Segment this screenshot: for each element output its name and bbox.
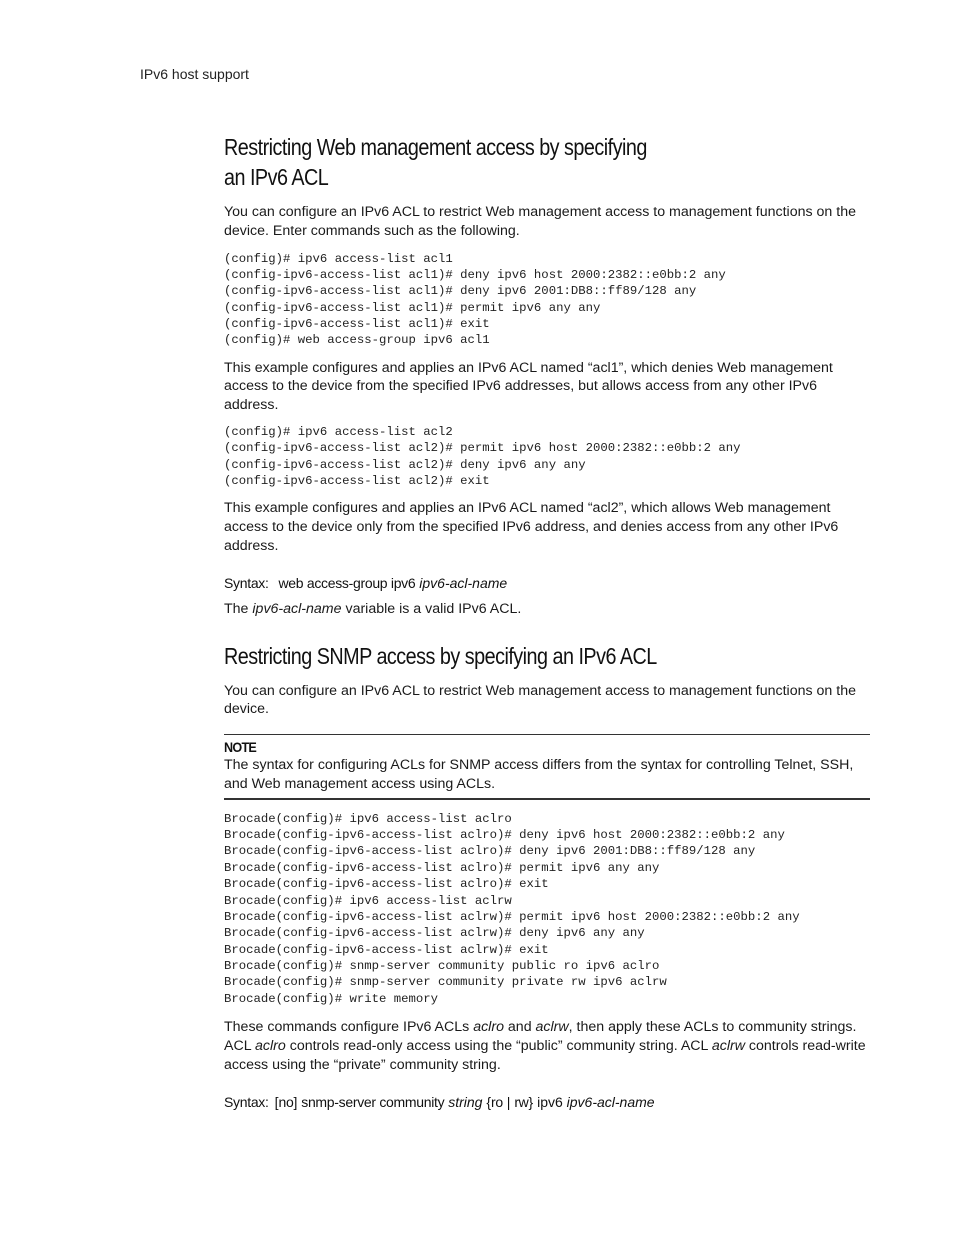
code-line: Brocade(config)# write memory xyxy=(224,991,439,1006)
section-heading-snmp-acl: Restricting SNMP access by specifying an IPv6 ACL xyxy=(224,642,657,669)
syntax-brace: { xyxy=(486,1094,492,1111)
code-block-acl2 xyxy=(224,424,870,489)
variable-desc-name: ipv6-acl-name xyxy=(252,600,342,617)
syntax-command: snmp-server community xyxy=(301,1094,445,1111)
para-text: and xyxy=(503,1018,536,1035)
code-line: Brocade(config-ipv6-access-list aclro)# deny ipv6 host 2000:2382::e0bb:2 any xyxy=(224,828,785,843)
syntax-pipe: | xyxy=(506,1094,511,1111)
code-line: Brocade(config)# snmp-server community private rw ipv6 aclrw xyxy=(224,975,667,990)
acl2-explanation: This example configures and applies an IPv6 ACL named “acl2”, which allows Web management access to the device only from the specified IPv6 address, and denies access from any other IPv6 address. xyxy=(224,500,839,555)
variable-description xyxy=(224,600,870,619)
para-text: controls read-only access using the “public” community string. ACL xyxy=(285,1037,712,1054)
code-line: (config-ipv6-access-list acl2)# deny ipv6 any any xyxy=(224,457,586,472)
variable-desc-prefix: The xyxy=(224,600,249,617)
syntax-label: Syntax: xyxy=(224,1094,269,1111)
syntax-keyword-ipv6: ipv6 xyxy=(537,1094,563,1111)
code-line: (config)# ipv6 access-list acl2 xyxy=(224,425,453,440)
variable-desc-suffix: variable is a valid IPv6 ACL. xyxy=(345,600,522,617)
page-content xyxy=(224,132,870,1111)
code-block-snmp xyxy=(224,811,870,1007)
para-text: These commands configure IPv6 ACLs xyxy=(224,1018,474,1035)
syntax-variable-acl: ipv6-acl-name xyxy=(566,1094,655,1111)
snmp-explanation xyxy=(224,1018,870,1074)
code-line: Brocade(config)# ipv6 access-list aclro xyxy=(224,811,512,826)
code-block-acl1 xyxy=(224,251,870,349)
code-line: Brocade(config-ipv6-access-list aclrw)# exit xyxy=(224,942,549,957)
code-line: Brocade(config-ipv6-access-list aclrw)# deny ipv6 any any xyxy=(224,926,645,941)
syntax-web-access-group xyxy=(224,574,870,592)
code-line: (config-ipv6-access-list acl1)# deny ipv6 2001:DB8::ff89/128 any xyxy=(224,284,697,299)
note-box xyxy=(224,734,870,800)
para-text: , then apply these ACLs to community strings. ACL xyxy=(224,1018,857,1054)
syntax-keyword-ro: ro xyxy=(491,1094,503,1111)
syntax-variable-string: string xyxy=(448,1094,483,1111)
acl-name-aclro: aclro xyxy=(473,1018,504,1035)
para-text: controls read-write access using the “private” community string. xyxy=(224,1037,866,1073)
syntax-keyword-no: no xyxy=(278,1094,294,1111)
note-title: NOTE xyxy=(224,739,257,756)
code-line: (config-ipv6-access-list acl1)# deny ipv6 host 2000:2382::e0bb:2 any xyxy=(224,267,726,282)
syntax-variable: ipv6-acl-name xyxy=(419,574,508,591)
section-heading-web-acl xyxy=(224,132,780,192)
code-line: (config-ipv6-access-list acl2)# exit xyxy=(224,474,490,489)
code-line: Brocade(config-ipv6-access-list aclrw)# permit ipv6 host 2000:2382::e0bb:2 any xyxy=(224,909,800,924)
syntax-bracket: [ xyxy=(274,1094,279,1111)
code-line: (config-ipv6-access-list acl2)# permit ipv6 host 2000:2382::e0bb:2 any xyxy=(224,441,741,456)
syntax-bracket: ] xyxy=(293,1094,298,1111)
syntax-command: web access-group ipv6 xyxy=(278,574,416,591)
code-line: Brocade(config-ipv6-access-list aclro)# deny ipv6 2001:DB8::ff89/128 any xyxy=(224,844,756,859)
code-line: (config)# web access-group ipv6 acl1 xyxy=(224,333,490,348)
heading-line-1: Restricting Web management access by specifying xyxy=(224,134,647,160)
running-header: IPv6 host support xyxy=(140,66,249,82)
code-line: (config-ipv6-access-list acl1)# permit ipv6 any any xyxy=(224,300,601,315)
code-line: Brocade(config-ipv6-access-list aclro)# permit ipv6 any any xyxy=(224,860,660,875)
syntax-keyword-rw: rw xyxy=(514,1094,529,1111)
note-text: The syntax for configuring ACLs for SNMP access differs from the syntax for controlling Telnet, SSH, and Web management access using ACLs. xyxy=(224,757,854,792)
section2-intro: You can configure an IPv6 ACL to restrict Web management access to management functions on the device. xyxy=(224,682,856,718)
syntax-label: Syntax: xyxy=(224,574,269,591)
code-line: (config-ipv6-access-list acl1)# exit xyxy=(224,316,490,331)
code-line: Brocade(config)# snmp-server community public ro ipv6 aclro xyxy=(224,958,660,973)
acl-name-aclrw: aclrw xyxy=(535,1018,569,1035)
syntax-brace: } xyxy=(528,1094,534,1111)
heading-line-2: an IPv6 ACL xyxy=(224,164,329,190)
acl-name-aclro: aclro xyxy=(255,1037,286,1054)
code-line: Brocade(config-ipv6-access-list aclro)# exit xyxy=(224,877,549,892)
acl1-explanation: This example configures and applies an IPv6 ACL named “acl1”, which denies Web management access to the device from the specified IPv6 addresses, but allows access from any other IPv6 address. xyxy=(224,359,833,414)
code-line: Brocade(config)# ipv6 access-list aclrw xyxy=(224,893,512,908)
section1-intro: You can configure an IPv6 ACL to restrict Web management access to management functions on the device. Enter commands such as the following. xyxy=(224,204,856,239)
acl-name-aclrw: aclrw xyxy=(711,1037,745,1054)
syntax-snmp-server-community xyxy=(224,1093,870,1111)
code-line: (config)# ipv6 access-list acl1 xyxy=(224,251,453,266)
